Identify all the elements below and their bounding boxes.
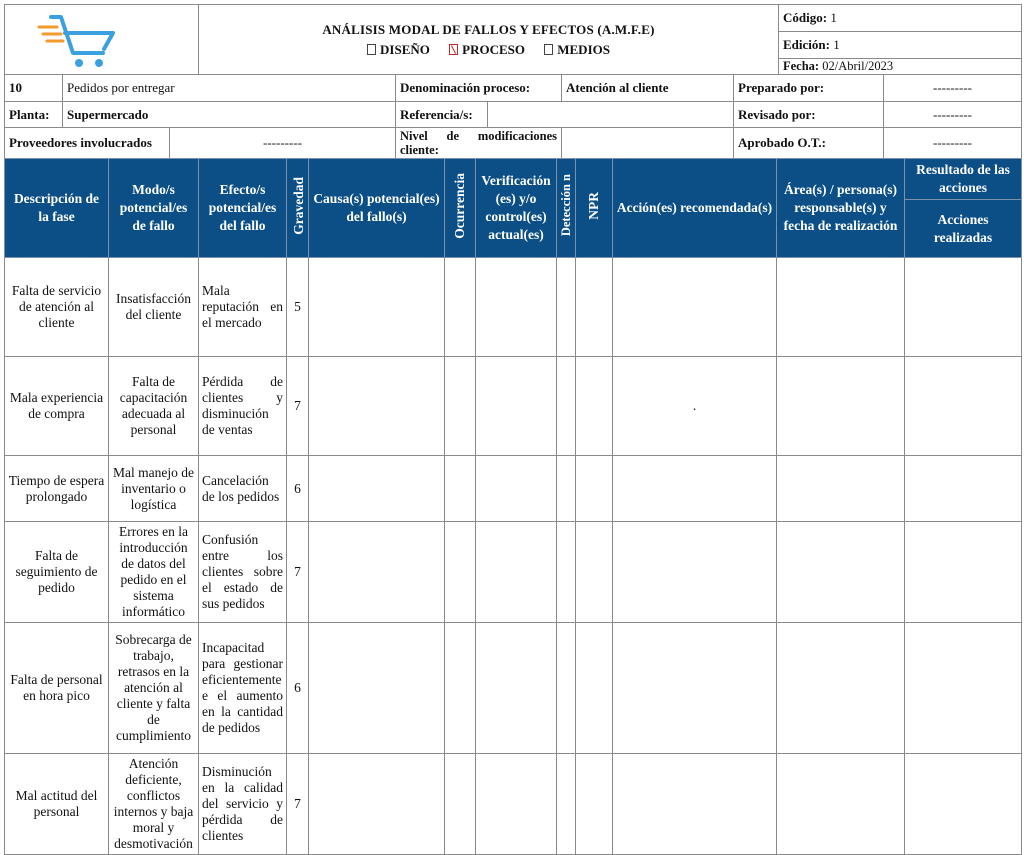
- amfe-table: [4, 158, 1022, 855]
- col-deteccion: [557, 159, 576, 258]
- option-label: DISEÑO: [380, 41, 430, 57]
- cell-acciones: [905, 754, 1022, 855]
- table-row: [5, 258, 1022, 357]
- process-number: 10: [5, 75, 63, 102]
- denominacion-label: Denominación proceso:: [396, 75, 562, 102]
- table-row: [5, 754, 1022, 855]
- col-gravedad: [287, 159, 309, 258]
- col-deteccion-label: Detección n: [559, 174, 573, 237]
- table-row: [5, 623, 1022, 754]
- cell-descripcion: Falta de seguimiento de pedido: [5, 522, 109, 623]
- cell-npr: [576, 522, 613, 623]
- cell-deteccion: [557, 456, 576, 522]
- cell-deteccion: [557, 623, 576, 754]
- cell-efecto: Confusión entre los clientes sobre el estado de sus pedidos: [199, 522, 287, 623]
- cell-descripcion: Falta de servicio de atención al cliente: [5, 258, 109, 357]
- codigo-value: 1: [830, 10, 837, 25]
- cell-acciones: [905, 456, 1022, 522]
- cell-ocurrencia: [445, 522, 476, 623]
- cell-causa: [309, 258, 445, 357]
- checkbox-icon[interactable]: [367, 44, 376, 55]
- cell-causa: [309, 754, 445, 855]
- cell-gravedad: 6: [287, 623, 309, 754]
- proveedores-label: Proveedores involucrados: [5, 128, 170, 159]
- cell-causa: [309, 456, 445, 522]
- col-npr: [576, 159, 613, 258]
- cell-verificacion: [476, 357, 557, 456]
- option-medios[interactable]: [544, 42, 610, 58]
- cell-accion: [613, 258, 777, 357]
- col-accion: Acción(es) recomendada(s): [613, 159, 777, 258]
- cell-area: [777, 754, 905, 855]
- cell-efecto: Pérdida de clientes y disminución de ventas: [199, 357, 287, 456]
- cell-ocurrencia: [445, 258, 476, 357]
- cell-efecto: Disminución en la calidad del servicio y pérdida de clientes: [199, 754, 287, 855]
- cell-modo: Sobrecarga de trabajo, retrasos en la atención al cliente y falta de cumplimiento: [109, 623, 199, 754]
- cell-deteccion: [557, 522, 576, 623]
- cell-ocurrencia: [445, 623, 476, 754]
- cell-npr: [576, 754, 613, 855]
- col-ocurrencia-label: Ocurrencia: [452, 172, 467, 239]
- aprobado-value: ---------: [884, 128, 1022, 159]
- cell-descripcion: Tiempo de espera prolongado: [5, 456, 109, 522]
- cell-area: [777, 623, 905, 754]
- col-acciones-realizadas: Acciones realizadas: [905, 200, 1022, 258]
- cell-area: [777, 522, 905, 623]
- cell-gravedad: 6: [287, 456, 309, 522]
- cell-gravedad: 7: [287, 754, 309, 855]
- codigo-cell: [779, 5, 1022, 32]
- option-diseno[interactable]: [367, 42, 430, 58]
- preparado-value: ---------: [884, 75, 1022, 102]
- col-verificacion: Verificación (es) y/o control(es) actual(es): [476, 159, 557, 258]
- cell-accion: [613, 456, 777, 522]
- cell-gravedad: 7: [287, 357, 309, 456]
- cell-ocurrencia: [445, 357, 476, 456]
- document-header: [4, 4, 1022, 75]
- cell-modo: Errores en la introducción de datos del pedido en el sistema informático: [109, 522, 199, 623]
- fecha-value: 02/Abril/2023: [822, 59, 894, 73]
- col-causa: Causa(s) potencial(es) del fallo(s): [309, 159, 445, 258]
- col-npr-label: NPR: [586, 191, 601, 220]
- edicion-label: Edición:: [783, 37, 830, 52]
- cell-accion: [613, 754, 777, 855]
- referencia-value: [488, 102, 734, 128]
- revisado-label: Revisado por:: [734, 102, 884, 128]
- cell-ocurrencia: [445, 754, 476, 855]
- cell-causa: [309, 522, 445, 623]
- planta-value: Supermercado: [63, 102, 396, 128]
- cell-acciones: [905, 357, 1022, 456]
- referencia-label: Referencia/s:: [396, 102, 488, 128]
- cell-ocurrencia: [445, 456, 476, 522]
- planta-label: Planta:: [5, 102, 63, 128]
- col-area: Área(s) / persona(s) responsable(s) y fecha de realización: [777, 159, 905, 258]
- proveedores-value: ---------: [170, 128, 396, 159]
- cell-efecto: Mala reputación en el mercado: [199, 258, 287, 357]
- cell-deteccion: [557, 357, 576, 456]
- cell-acciones: [905, 258, 1022, 357]
- col-descripcion: Descripción de la fase: [5, 159, 109, 258]
- cell-npr: [576, 456, 613, 522]
- cell-verificacion: [476, 754, 557, 855]
- cell-gravedad: 5: [287, 258, 309, 357]
- option-label: PROCESO: [462, 41, 525, 57]
- cell-deteccion: [557, 258, 576, 357]
- logo-cell: [5, 5, 199, 75]
- option-proceso[interactable]: [449, 42, 525, 58]
- fecha-label: Fecha:: [783, 59, 820, 73]
- form-type-options: [203, 42, 774, 58]
- cell-verificacion: [476, 623, 557, 754]
- col-resultado: Resultado de las acciones: [905, 159, 1022, 200]
- edicion-cell: [779, 32, 1022, 59]
- cell-modo: Mal manejo de inventario o logística: [109, 456, 199, 522]
- denominacion-value: Atención al cliente: [562, 75, 734, 102]
- col-efecto: Efecto/s potencial/es del fallo: [199, 159, 287, 258]
- cell-accion: [613, 522, 777, 623]
- cell-modo: Falta de capacitación adecuada al personal: [109, 357, 199, 456]
- cell-efecto: Cancelación de los pedidos: [199, 456, 287, 522]
- amfe-document: [4, 4, 1021, 855]
- edicion-value: 1: [833, 37, 840, 52]
- checkbox-checked-icon[interactable]: [449, 44, 458, 55]
- cell-npr: [576, 357, 613, 456]
- cell-area: [777, 258, 905, 357]
- cell-efecto: Incapacitad para gestionar eficientemente e el aumento en la cantidad de pedidos: [199, 623, 287, 754]
- cell-descripcion: Mala experiencia de compra: [5, 357, 109, 456]
- table-row: [5, 357, 1022, 456]
- codigo-label: Código:: [783, 10, 828, 25]
- nivel-value: [562, 128, 734, 159]
- cell-verificacion: [476, 258, 557, 357]
- col-ocurrencia: [445, 159, 476, 258]
- form-title: ANÁLISIS MODAL DE FALLOS Y EFECTOS (A.M.F.E): [322, 21, 655, 37]
- preparado-label: Preparado por:: [734, 75, 884, 102]
- cell-accion: .: [613, 357, 777, 456]
- cell-modo: Insatisfacción del cliente: [109, 258, 199, 357]
- cell-causa: [309, 357, 445, 456]
- pedidos-cell: Pedidos por entregar: [63, 75, 396, 102]
- cell-modo: Atención deficiente, conflictos internos y baja moral y desmotivación: [109, 754, 199, 855]
- shopping-cart-icon: [37, 13, 117, 69]
- revisado-value: ---------: [884, 102, 1022, 128]
- cell-npr: [576, 623, 613, 754]
- cell-descripcion: Falta de personal en hora pico: [5, 623, 109, 754]
- cell-descripcion: Mal actitud del personal: [5, 754, 109, 855]
- cell-verificacion: [476, 456, 557, 522]
- option-label: MEDIOS: [557, 41, 610, 57]
- cell-npr: [576, 258, 613, 357]
- cell-verificacion: [476, 522, 557, 623]
- cell-acciones: [905, 623, 1022, 754]
- table-row: [5, 522, 1022, 623]
- form-title-cell: [199, 5, 779, 75]
- aprobado-label: Aprobado O.T.:: [734, 128, 884, 159]
- col-modo: Modo/s potencial/es de fallo: [109, 159, 199, 258]
- checkbox-icon[interactable]: [544, 44, 553, 55]
- cell-gravedad: 7: [287, 522, 309, 623]
- cell-causa: [309, 623, 445, 754]
- col-gravedad-label: Gravedad: [291, 176, 306, 235]
- cell-accion: [613, 623, 777, 754]
- process-info: [4, 74, 1022, 159]
- nivel-label: Nivel de modificaciones cliente:: [396, 128, 562, 159]
- cell-area: [777, 357, 905, 456]
- fecha-cell: [779, 59, 1022, 75]
- cell-deteccion: [557, 754, 576, 855]
- cell-acciones: [905, 522, 1022, 623]
- cell-area: [777, 456, 905, 522]
- table-row: [5, 456, 1022, 522]
